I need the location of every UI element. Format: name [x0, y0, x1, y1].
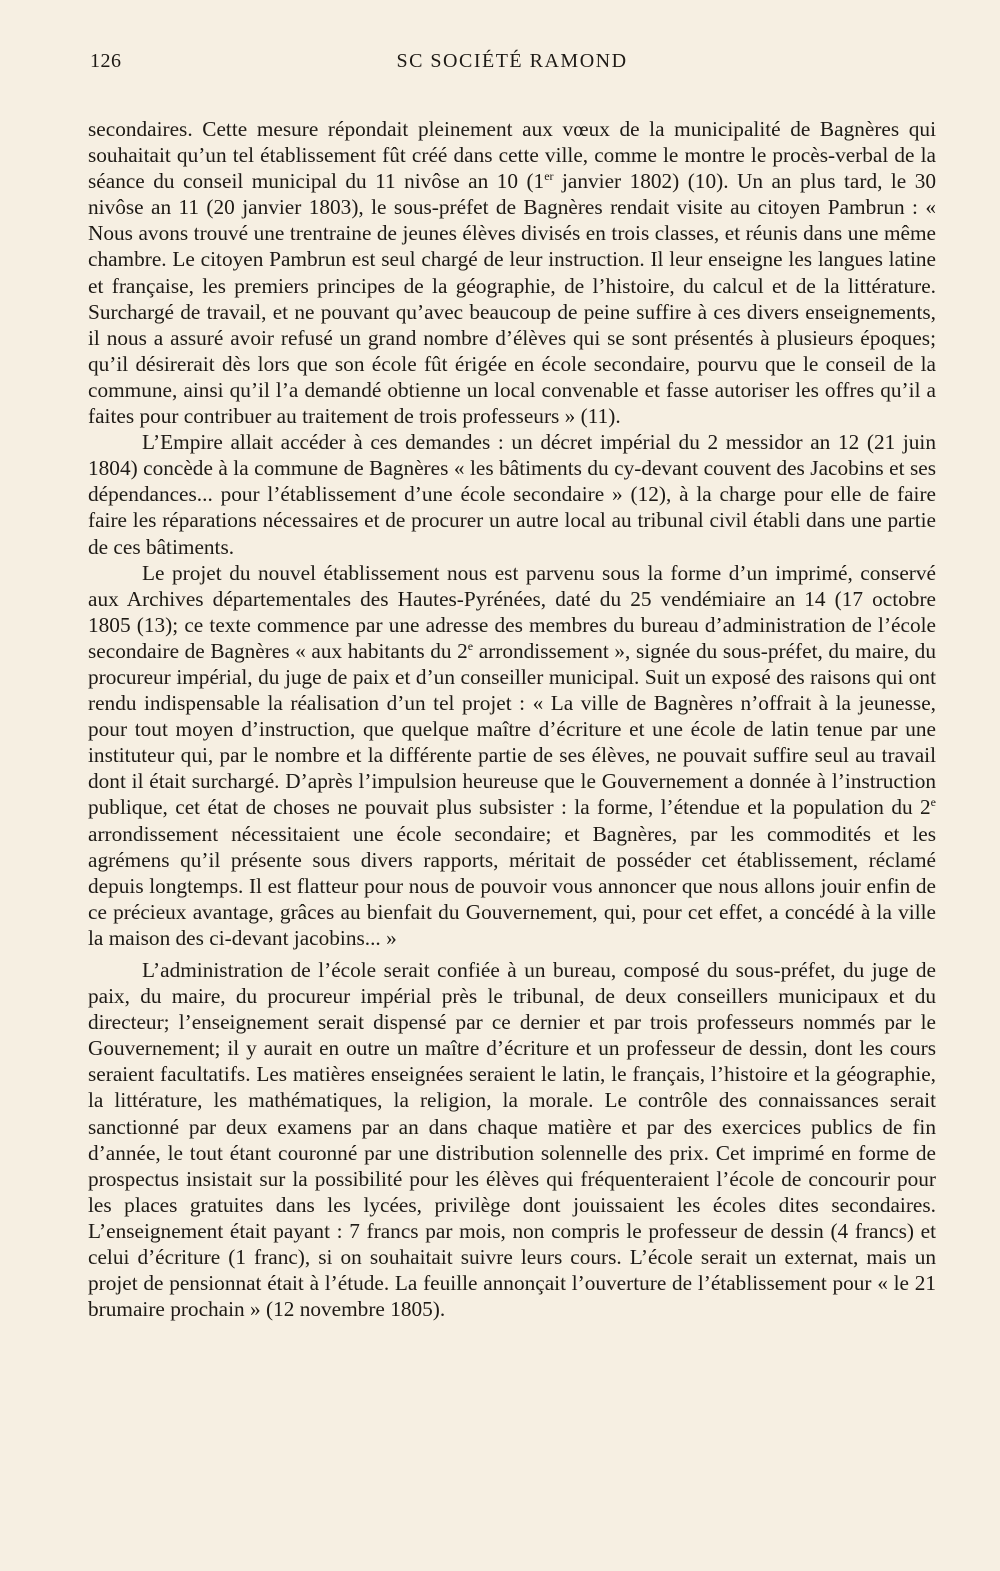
paragraph-3-text-b: arrondissement », signée du sous-préfet, du maire, du procureur impérial, du juge de paix et d’un conseiller municipal. Suit un exposé des raisons qui ont rendu indispensable la réalisation d’un tel projet : « La ville de Bagnères n’offrait à la jeunesse, pour tout moyen d’instruction, que quelque maître d’écriture et une école de latin tenue par une instituteur qui, par le nombre et la différente partie de ses élèves, ne pouvait suffire seul au travail dont il était surchargé. D’après l’impulsion heureuse que le Gouvernement a donnée à l’instruction publique, cet état de choses ne pouvait plus subsister : la forme, l’étendue et la population du 2 — [88, 638, 936, 820]
paragraph-2-text: L’Empire allait accéder à ces demandes : un décret impérial du 2 messidor an 12 (21 juin 1804) concède à la commune de Bagnères « les bâtiments du cy-devant couvent des Jacobins et ses dépendances... pour l’établissement d’une école secondaire » (12), à la charge pour elle de faire faire les réparations nécessaires et de procurer un autre local au tribunal civil établi dans une partie de ces bâtiments. — [88, 430, 936, 559]
paragraph-4-text: L’administration de l’école serait confiée à un bureau, composé du sous-préfet, du juge de paix, du maire, du procureur impérial près le tribunal, de deux conseillers municipaux et du directeur; l’enseignement serait dispensé par ce dernier et par trois professeurs nommés par le Gouvernement; il y aurait en outre un maître d’écriture et un professeur de dessin, dont les cours seraient facultatifs. Les matières enseignées seraient le latin, le français, l’histoire et la géographie, la littérature, les mathématiques, la religion, la morale. Le contrôle des connaissances serait sanctionné par deux examens par an dans chaque matière et par des exercices publics de fin d’année, le tout étant couronné par une distribution solennelle des prix. Cet imprimé en forme de prospectus insistait sur la possibilité pour les élèves qui fréquenteraient l’école de concourir pour les places gratuites dans les lycées, privilège dont jouissaient les écoles dites secondaires. L’enseignement était payant : 7 francs par mois, non compris le professeur de dessin (4 francs) et celui d’écriture (1 franc), si on souhaitait suivre leurs cours. L’école serait un externat, mais un projet de pensionnat était à l’étude. La feuille annonçait l’ouverture de l’établissement pour « le 21 brumaire prochain » (12 novembre 1805). — [88, 958, 936, 1322]
paragraph-1-text-b: janvier 1802) (10). Un an plus tard, le 30 nivôse an 11 (20 janvier 1803), le sous-préfet de Bagnères rendait visite au citoyen Pambrun : « Nous avons trouvé une trentraine de jeunes élèves divisés en trois classes, et réunis dans une même chambre. Le citoyen Pambrun est seul chargé de leur instruction. Il leur enseigne les langues latine et française, les premiers principes de la géographie, de l’histoire, du calcul et de la littérature. Surchargé de travail, et ne pouvant qu’avec beaucoup de peine suffire à ces divers enseignements, il nous a assuré avoir refusé un grand nombre d’élèves qui se sont présentés à plusieurs époques; qu’il désirerait dès lors que son école fût érigée en école secondaire, pourvu que le conseil de la commune, ainsi qu’il l’a demandé obtienne un local convenable et fasse autoriser les offres qu’il a faites pour contribuer au traitement de trois professeurs » (11). — [88, 169, 936, 429]
paragraph-3-text-c: arrondissement nécessitaient une école secondaire; et Bagnères, par les commodités et les agrémens qu’il présente sous divers rapports, méritait de posséder cet établissement, réclamé depuis longtemps. Il est flatteur pour nous de pouvoir vous annoncer que nous allons jouir enfin de ce précieux avantage, grâces au bienfait du Gouvernement, qui, pour cet effet, a concédé à la ville la maison des ci-devant jacobins... » — [88, 821, 936, 950]
superscript-e-2: e — [930, 795, 936, 810]
paragraph-2 — [88, 429, 936, 559]
page-header — [88, 42, 936, 78]
document-page — [88, 42, 936, 1322]
paragraph-3 — [88, 560, 936, 951]
running-head: SC SOCIÉTÉ RAMOND — [396, 50, 628, 72]
paragraph-1-text-a: secondaires. Cette mesure répondait pleinement aux vœux de la municipalité de Bagnères qui souhaitait qu’un tel établissement fût créé dans cette ville, comme le montre le procès-verbal de la séance du conseil municipal du 11 nivôse an 10 (1 — [88, 117, 936, 194]
superscript-e-1: e — [467, 638, 474, 653]
body-text — [88, 116, 936, 1322]
superscript-er: er — [544, 169, 554, 184]
paragraph-3-text-a: Le projet du nouvel établissement nous est parvenu sous la forme d’un imprimé, conservé aux Archives départementales des Hautes-Pyrénées, daté du 25 vendémiaire an 14 (17 octobre 1805 (13); ce texte commence par une adresse des membres du bureau d’administration de l’école secondaire de Bagnères « aux habitants du 2 — [88, 560, 936, 663]
paragraph-4 — [88, 957, 936, 1322]
page-number: 126 — [90, 50, 122, 72]
paragraph-1 — [88, 116, 936, 429]
